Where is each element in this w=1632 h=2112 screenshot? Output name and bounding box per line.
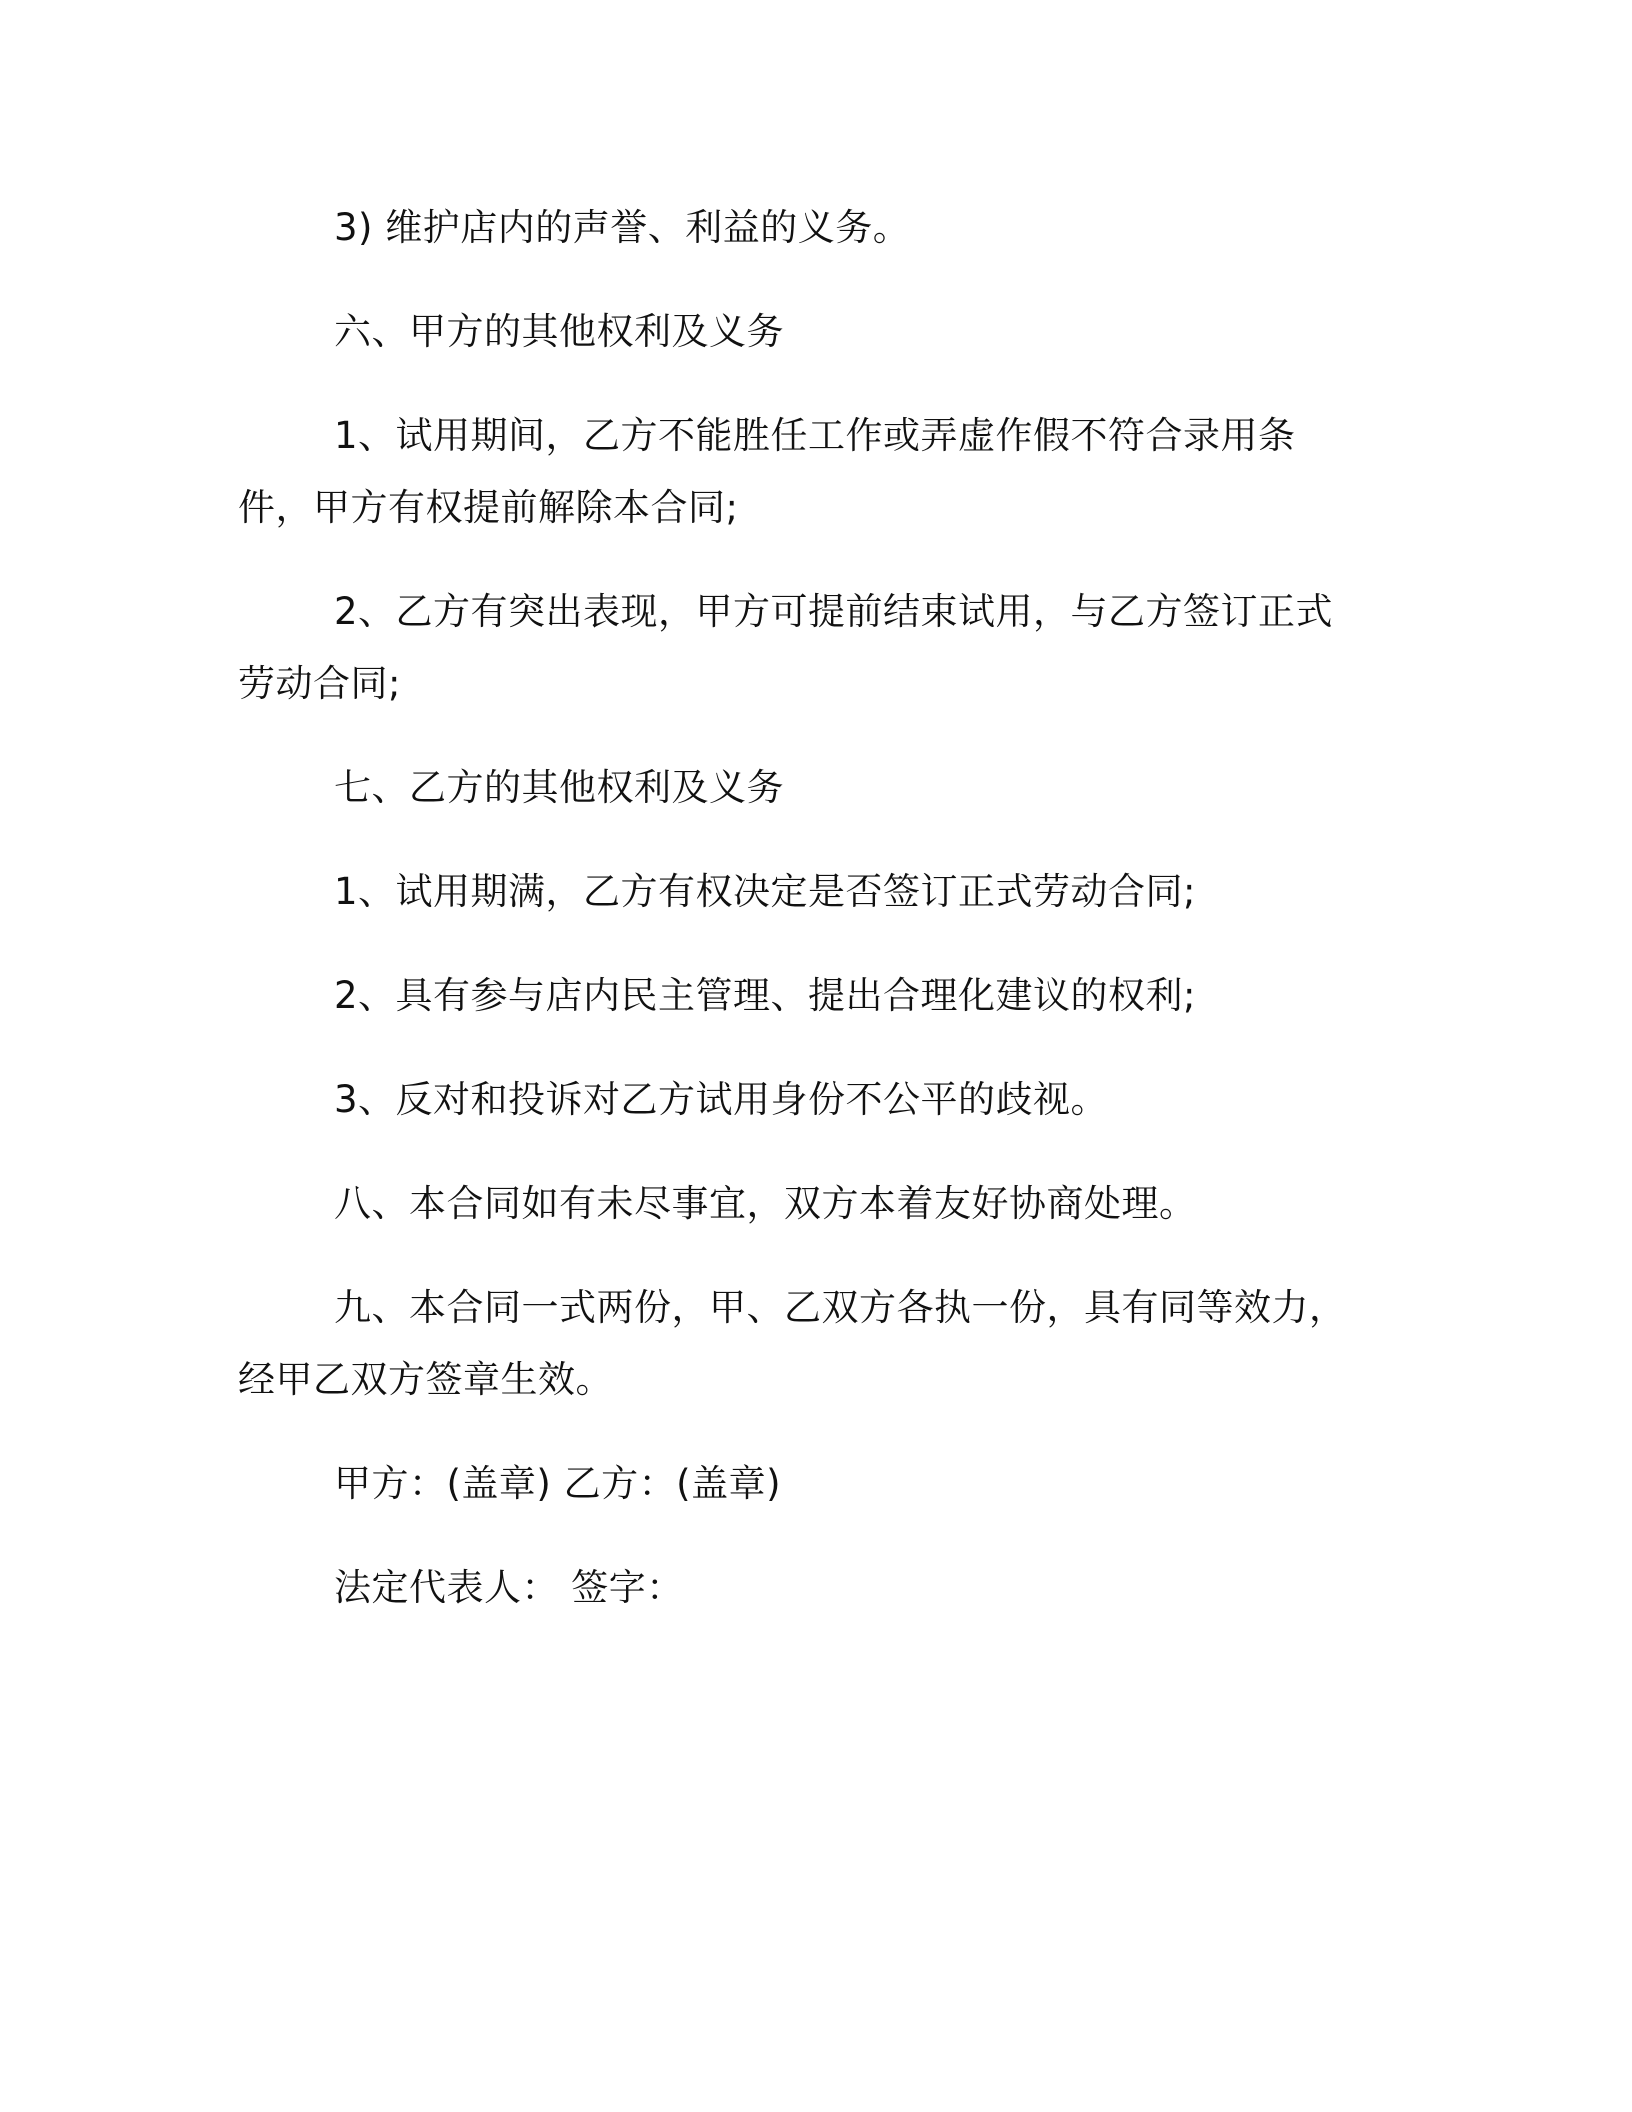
paragraph-party-b-participation: 2、具有参与店内民主管理、提出合理化建议的权利; xyxy=(334,974,1197,1017)
signature-seal-line: 甲方：(盖章) 乙方：(盖章) xyxy=(334,1462,782,1505)
section-heading-party-a-rights: 六、甲方的其他权利及义务 xyxy=(334,310,784,353)
section-heading-copies: 九、本合同一式两份，甲、乙双方各执一份，具有同等效力，经甲乙双方签章生效。 xyxy=(238,1286,1347,1401)
paragraph-obligation-reputation: 3) 维护店内的声誉、利益的义务。 xyxy=(334,206,911,249)
paragraph-party-a-early-end: 2、乙方有突出表现，甲方可提前结束试用，与乙方签订正式劳动合同; xyxy=(238,590,1334,705)
section-heading-party-b-rights: 七、乙方的其他权利及义务 xyxy=(334,766,784,809)
paragraph-party-b-complaint: 3、反对和投诉对乙方试用身份不公平的歧视。 xyxy=(334,1078,1109,1121)
paragraph-party-b-decision: 1、试用期满，乙方有权决定是否签订正式劳动合同; xyxy=(334,870,1197,913)
paragraph-party-a-termination: 1、试用期间，乙方不能胜任工作或弄虚作假不符合录用条件，甲方有权提前解除本合同; xyxy=(238,414,1296,529)
document-body xyxy=(238,192,1368,1656)
signature-representative-line: 法定代表人： 签字： xyxy=(334,1566,684,1609)
section-heading-unresolved-matters: 八、本合同如有未尽事宜，双方本着友好协商处理。 xyxy=(334,1182,1197,1225)
